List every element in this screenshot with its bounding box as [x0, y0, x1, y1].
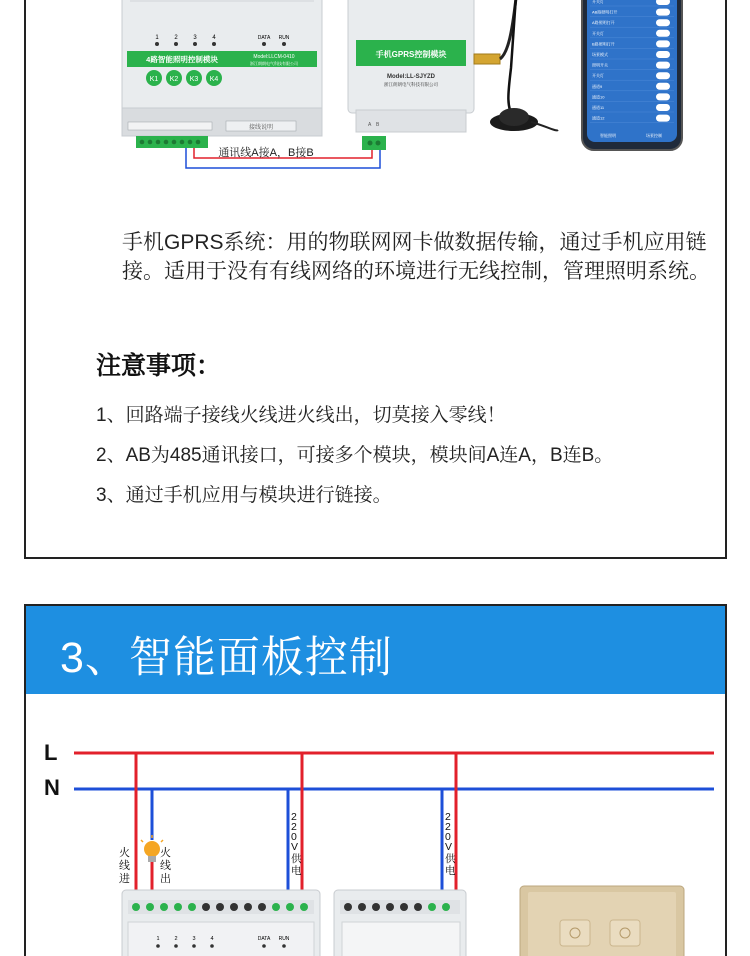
svg-text:2: 2 — [291, 821, 297, 833]
phone-row-label: 通道12 — [592, 115, 605, 121]
key-label-k2: K2 — [169, 76, 179, 83]
phone-row-label: 通道10 — [592, 94, 605, 100]
svg-text:2: 2 — [291, 811, 297, 823]
gprs-module-title: 手机GPRS控制模块 — [375, 50, 447, 59]
phone-row-toggle[interactable] — [656, 0, 670, 5]
svg-text:线: 线 — [160, 860, 171, 872]
indicator-run: RUN — [278, 35, 290, 41]
phone-row-toggle[interactable] — [656, 30, 670, 37]
module-left-model: Model:LLCM-0410 — [253, 54, 295, 60]
lighting-module-bottom — [122, 890, 320, 956]
phone-tab-lighting: 智能照明 — [600, 133, 616, 138]
section-title: 3、智能面板控制 — [60, 634, 393, 682]
note-item-3: 3、通过手机应用与模块进行链接。 — [96, 485, 392, 506]
key-label-k1: K1 — [149, 76, 159, 83]
svg-text:2: 2 — [445, 811, 451, 823]
line-n-label: N — [44, 775, 60, 800]
svg-text:电: 电 — [445, 865, 456, 877]
svg-text:供: 供 — [291, 853, 302, 865]
bottom-indicator-2: 2 — [174, 936, 178, 942]
phone-row-label: 通道11 — [592, 105, 605, 110]
line-l-label: L — [44, 740, 58, 765]
terminal-block-gprs — [362, 136, 386, 150]
phone-app — [582, 0, 682, 150]
phone-row-label: 开关灯 — [592, 73, 604, 79]
svg-text:2: 2 — [445, 821, 451, 833]
power-label-1 — [291, 811, 302, 877]
svg-text:供: 供 — [445, 853, 456, 865]
indicator-3: 3 — [193, 35, 197, 41]
svg-text:V: V — [445, 841, 453, 853]
svg-text:进: 进 — [119, 873, 130, 885]
note-item-2: 2、AB为485通讯接口，可接多个模块，模块间A连A，B连B。 — [96, 445, 614, 466]
gprs-module — [348, 0, 500, 150]
indicator-1: 1 — [155, 35, 159, 41]
svg-text:0: 0 — [291, 831, 297, 843]
bottom-indicator-data: DATA — [257, 936, 271, 942]
notes-title: 注意事项： — [96, 352, 222, 380]
wire-label: 通讯线A接A，B接B — [218, 147, 314, 159]
phone-row-label: 通道9 — [592, 83, 603, 89]
bottom-indicator-4: 4 — [210, 936, 214, 942]
svg-text:火: 火 — [119, 847, 130, 859]
phone-row-toggle[interactable] — [656, 104, 670, 111]
module-left-company: 浙江朗朗电气科技有限公司 — [250, 61, 298, 66]
gprs-module-model: Model:LL-SJYZD — [387, 74, 435, 80]
section-header — [26, 606, 725, 694]
phone-row-toggle[interactable] — [656, 51, 670, 58]
svg-text:V: V — [291, 841, 299, 853]
svg-text:电: 电 — [291, 865, 302, 877]
fire-out-label — [160, 845, 171, 885]
svg-text:火: 火 — [160, 847, 171, 859]
phone-row-toggle[interactable] — [656, 72, 670, 79]
module-left-bottom-label: 接线说明 — [248, 125, 274, 131]
phone-row-label: 开关灯 — [592, 0, 604, 4]
gprs-wiring-diagram — [26, 0, 729, 198]
indicator-4: 4 — [212, 35, 216, 41]
antenna-icon — [490, 0, 558, 131]
phone-row-toggle[interactable] — [656, 40, 670, 47]
phone-row-label: 开关灯 — [592, 30, 604, 36]
phone-tab-scene: 场景控制 — [646, 133, 662, 138]
bottom-indicator-run: RUN — [278, 936, 290, 942]
phone-row-toggle[interactable] — [656, 115, 670, 122]
gprs-description: 手机GPRS系统：用的物联网网卡做数据传输，通过手机应用链接。适用于没有有线网络的环境进行无线控制，管理照明系统。 — [122, 231, 710, 283]
phone-row-label: B路照明打开 — [592, 41, 615, 47]
phone-row-toggle[interactable] — [656, 9, 670, 16]
module-left-title: 4路智能照明控制模块 — [146, 55, 218, 64]
smart-panel-section — [24, 604, 727, 956]
indicator-2: 2 — [174, 35, 178, 41]
phone-row-label: 场景模式 — [592, 52, 608, 57]
smart-panel-wiring-diagram — [26, 694, 725, 956]
panel-interface-module — [334, 890, 466, 956]
gprs-port-a: A — [368, 122, 372, 128]
svg-text:出: 出 — [160, 873, 171, 885]
fire-in-label — [119, 845, 130, 885]
bottom-indicator-1: 1 — [156, 936, 160, 942]
lighting-module-left — [122, 0, 322, 148]
phone-row-label: 照明开关 — [592, 62, 608, 68]
smart-wall-panel — [520, 886, 684, 956]
phone-row-toggle[interactable] — [656, 93, 670, 100]
phone-row-toggle[interactable] — [656, 19, 670, 26]
power-label-2 — [445, 811, 456, 877]
bottom-indicator-3: 3 — [192, 936, 196, 942]
key-label-k3: K3 — [189, 76, 199, 83]
svg-text:线: 线 — [119, 860, 130, 872]
gprs-panel — [24, 0, 727, 559]
gprs-module-company: 浙江朗朗电气科技有限公司 — [384, 82, 438, 87]
gprs-port-b: B — [376, 122, 380, 128]
phone-row-label: AB路照明打开 — [592, 9, 618, 15]
key-label-k4: K4 — [209, 76, 219, 83]
phone-row-toggle[interactable] — [656, 83, 670, 90]
svg-text:0: 0 — [445, 831, 451, 843]
phone-row-toggle[interactable] — [656, 62, 670, 69]
indicator-data: DATA — [257, 35, 271, 41]
phone-row-label: A路照明打开 — [592, 20, 615, 26]
note-item-1: 1、回路端子接线火线进火线出，切莫接入零线！ — [96, 405, 506, 426]
